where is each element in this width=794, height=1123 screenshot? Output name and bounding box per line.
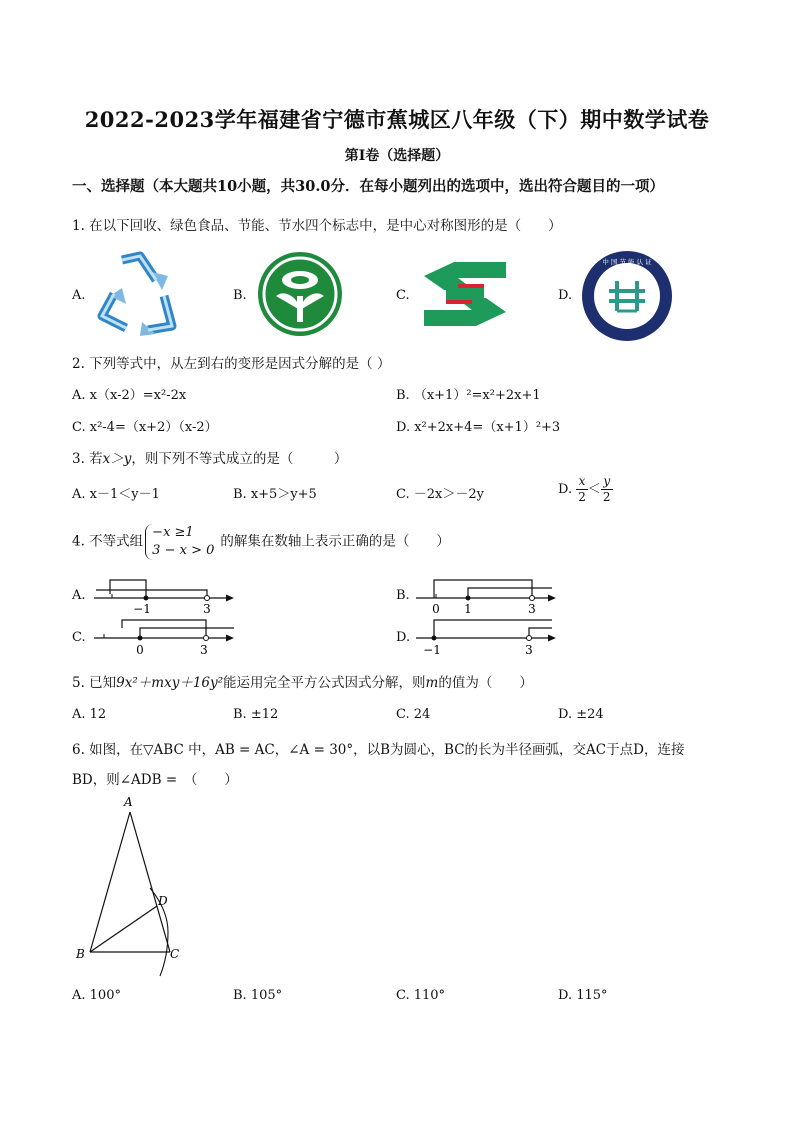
q4-option-a-label: A. — [72, 588, 86, 603]
question-6-line-2: BD，则∠ADB = （ ） — [72, 772, 238, 788]
q6-option-a: A. 100° — [72, 988, 121, 1003]
q3-d-less-than: ＜ — [587, 482, 601, 497]
q1-option-b-label: B. — [233, 288, 247, 303]
q3-d-fraction-y — [601, 474, 613, 505]
q2-option-b: B. （x+1）²=x²+2x+1 — [396, 388, 541, 403]
q4-system-line-1: −x ≥1 — [152, 525, 194, 540]
question-1-stem: 1. 在以下回收、绿色食品、节能、节水四个标志中，是中心对称图形的是（ ） — [72, 218, 562, 234]
q5-stem-mid: 能运用完全平方公式因式分解，则 — [223, 675, 426, 691]
q3-option-b: B. x+5＞y+5 — [233, 487, 317, 502]
section-heading: 一、选择题（本大题共10小题，共30.0分．在每小题列出的选项中，选出符合题目的一项） — [72, 178, 664, 195]
q4-number-line-d — [412, 614, 562, 658]
q3-option-d — [558, 474, 613, 505]
q4-inequality-system — [145, 524, 218, 560]
q4-c-label-0: 0 — [136, 643, 144, 657]
q4-stem-pre: 4. 不等式组 — [72, 533, 144, 550]
recycle-icon — [92, 250, 184, 338]
q2-option-c: C. x²-4=（x+2）（x-2） — [72, 420, 218, 435]
green-food-icon — [254, 250, 346, 338]
q5-option-b: B. ±12 — [233, 707, 279, 722]
q4-b-label-1: 1 — [464, 602, 472, 614]
q3-d-num-x: x — [576, 474, 588, 490]
page-title: 2022-2023学年福建省宁德市蕉城区八年级（下）期中数学试卷 — [84, 107, 710, 132]
q5-expression: 9x²＋mxy＋16y² — [116, 675, 224, 691]
q4-number-line-c — [90, 614, 240, 658]
question-4-stem — [72, 524, 450, 560]
q4-b-label-0: 0 — [432, 602, 440, 614]
q1-option-a-label: A. — [72, 288, 86, 303]
q3-d-num-y: y — [601, 474, 613, 490]
q5-option-a: A. 12 — [72, 707, 107, 722]
q3-stem-pre: 3. 若 — [72, 451, 103, 467]
question-3-stem — [72, 447, 347, 467]
q2-option-a: A. x（x-2）=x²-2x — [72, 388, 187, 403]
q2-option-d: D. x²+2x+4=（x+1）²+3 — [396, 420, 561, 435]
q6-option-d: D. 115° — [558, 988, 608, 1003]
q5-option-d: D. ±24 — [558, 707, 604, 722]
q5-m: m — [425, 675, 439, 691]
question-6-line-1: 6. 如图，在▽ABC 中，AB = AC，∠A = 30°，以B为圆心，BC的长为半径画弧，交AC于点D，连接 — [72, 742, 685, 758]
q6-triangle-figure — [70, 792, 190, 978]
q3-option-a: A. x－1＜y－1 — [72, 487, 160, 502]
q5-stem-post: 的值为（ ） — [438, 675, 533, 691]
logo-d-top-text: 中 国 节 能 认 证 — [602, 258, 652, 266]
q3-option-c: C. －2x＞－2y — [396, 487, 484, 502]
q4-option-c-label: C. — [72, 630, 86, 645]
q3-d-fraction-x — [576, 474, 588, 505]
water-saving-icon — [414, 254, 516, 334]
q4-d-label-0: −1 — [423, 643, 441, 657]
q6-label-d: D — [158, 894, 168, 908]
q3-d-den-y: 2 — [602, 490, 611, 504]
q4-stem-post: 的解集在数轴上表示正确的是（ ） — [220, 533, 450, 550]
q6-label-c: C — [170, 947, 180, 961]
q4-number-line-a — [90, 574, 240, 614]
question-2-stem: 2. 下列等式中，从左到右的变形是因式分解的是（ ） — [72, 356, 391, 372]
question-5-stem — [72, 671, 533, 691]
q4-a-label-0: −1 — [133, 602, 151, 614]
q3-option-d-label: D. — [558, 482, 573, 497]
q5-stem-pre: 5. 已知 — [72, 675, 117, 691]
q4-b-label-2: 3 — [528, 602, 536, 614]
q6-label-b: B — [76, 947, 85, 961]
q4-option-d-label: D. — [396, 630, 411, 645]
q3-d-den-x: 2 — [578, 490, 586, 504]
page-subtitle: 第I卷（选择题） — [344, 148, 450, 164]
q4-a-label-1: 3 — [203, 602, 211, 614]
q4-c-label-1: 3 — [200, 643, 208, 657]
q3-stem-post: ，则下列不等式成立的是（ ） — [131, 451, 348, 467]
q4-system-line-2: 3 − x > 0 — [152, 543, 215, 558]
q1-option-d-label: D. — [558, 288, 573, 303]
q4-d-label-1: 3 — [525, 643, 533, 657]
energy-conservation-icon — [580, 249, 674, 343]
q6-label-a: A — [124, 795, 133, 809]
q5-option-c: C. 24 — [396, 707, 431, 722]
q4-option-b-label: B. — [396, 588, 410, 603]
q6-option-b: B. 105° — [233, 988, 283, 1003]
q6-option-c: C. 110° — [396, 988, 446, 1003]
q1-option-c-label: C. — [396, 288, 410, 303]
q4-number-line-b — [412, 574, 562, 614]
q3-condition: x＞y — [102, 451, 132, 467]
